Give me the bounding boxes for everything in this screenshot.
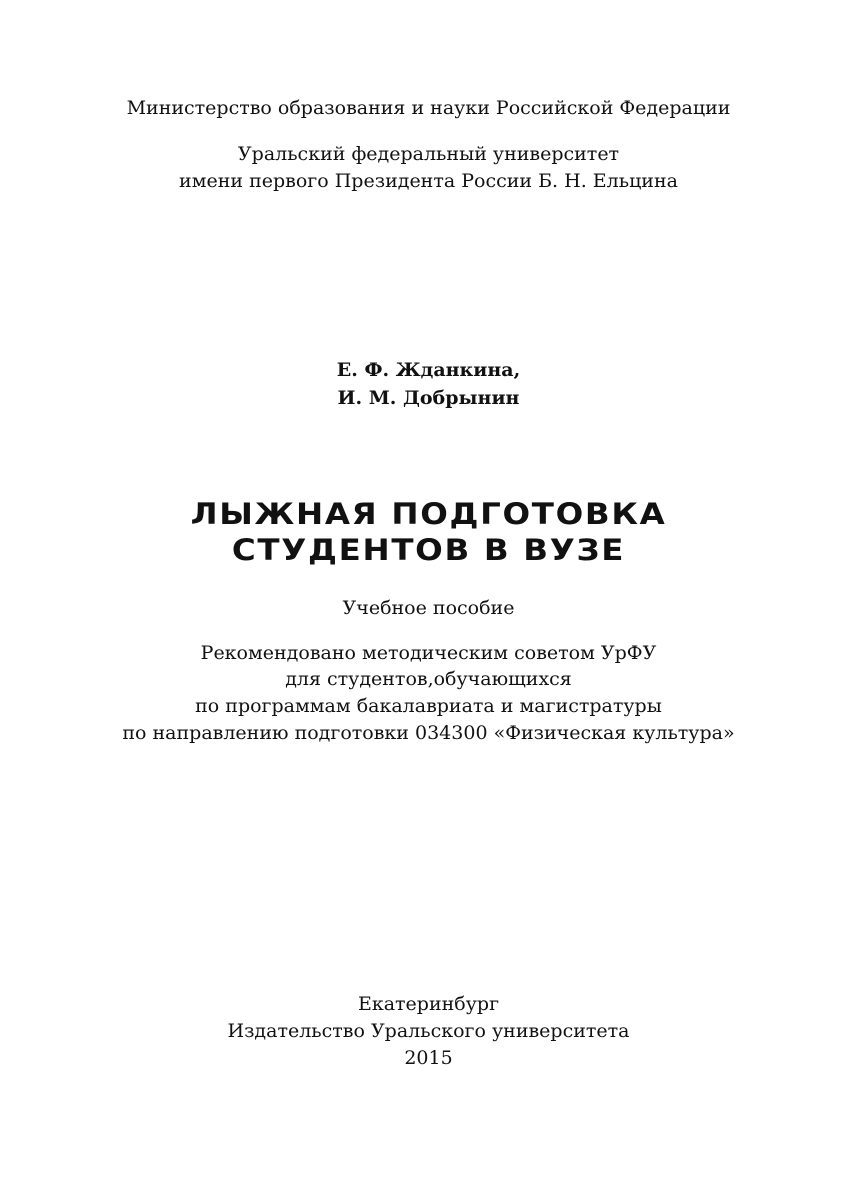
university-name: Уральский федеральный университет: [237, 143, 620, 165]
university-dedication: имени первого Президента России Б. Н. Ельцина: [179, 170, 678, 192]
imprint-year: 2015: [404, 1047, 453, 1069]
recommendation-line-4: по направлению подготовки 034300 «Физическая культура»: [122, 722, 735, 744]
imprint-publisher: Издательство Уральского университета: [227, 1020, 630, 1042]
book-title-line-1: ЛЫЖНАЯ ПОДГОТОВКА: [190, 497, 667, 531]
book-title-line-2: СТУДЕНТОВ В ВУЗЕ: [231, 533, 626, 567]
author-1: Е. Ф. Жданкина,: [336, 359, 521, 381]
ministry-name: Министерство образования и науки Российской Федерации: [126, 97, 731, 119]
recommendation-line-1: Рекомендовано методическим советом УрФУ: [200, 642, 657, 664]
book-type: Учебное пособие: [342, 597, 515, 619]
recommendation-line-2: для студентов,обучающихся: [285, 668, 572, 690]
imprint-city: Екатеринбург: [357, 993, 500, 1015]
author-2: И. М. Добрынин: [337, 387, 520, 409]
recommendation-line-3: по программам бакалавриата и магистратуры: [195, 695, 662, 717]
